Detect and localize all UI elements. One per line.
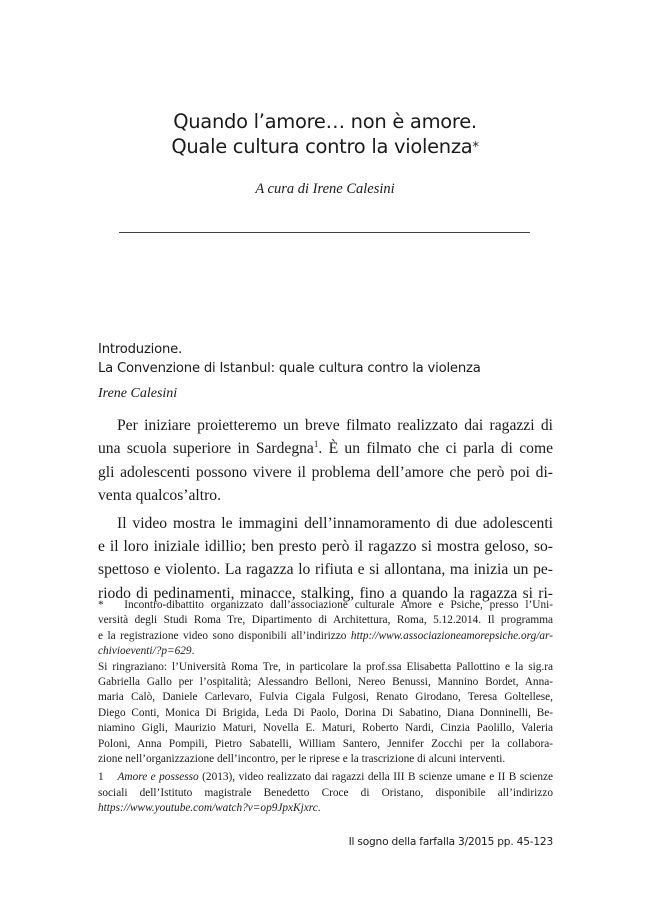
footnote-text: Incontro-dibattito organizzato dall’associazione culturale Amore e Psiche, presso l’Uni- <box>124 599 553 611</box>
footnote-text: (2013), video realizzato dai ragazzi della III B scienze umane e II B scienze <box>198 771 553 784</box>
thanks-line: zione nell’organizzazione dell’incontro, per le riprese e la trascrizione di alcuni interventi. <box>98 752 506 765</box>
section-heading <box>98 340 558 378</box>
footnote-star-line <box>98 629 553 644</box>
section-heading-line-2: La Convenzione di Istanbul: quale cultura contro la violenza <box>98 361 481 376</box>
thanks-line: niamino Gigli, Maurizio Maturi, Novella E. Maturi, Roberto Nardi, Cinzia Paolillo, Valeria <box>98 722 553 735</box>
body-text-fragment: . È un filmato che ci parla di come <box>318 440 553 458</box>
body-line <box>98 437 553 460</box>
article-title <box>0 109 650 160</box>
footnote-star-marker: * <box>98 599 104 611</box>
footnote-text: . <box>191 645 195 658</box>
footnote-text: . <box>317 802 321 815</box>
body-line: riodo di pedinamenti, minacce, stalking, fino a quando la ragazza si ri- <box>98 584 553 602</box>
body-line: e il loro iniziale idillio; ben presto però il ragazzo si mostra geloso, so- <box>98 537 553 555</box>
footnote-1-line <box>98 801 553 816</box>
title-line-2: Quale cultura contro la violenza <box>171 135 473 158</box>
thanks-line: Gabriella Gallo per l’ospitalità; Alessandro Belloni, Nereo Benussi, Mannino Bordet, Anna- <box>98 675 553 688</box>
paragraph-2 <box>98 512 553 606</box>
body-line: Il video mostra le immagini dell’innamoramento di due adolescenti <box>117 514 553 532</box>
footnote-1-line: sociali dell’Istituto magistrale Benedetto Croce di Oristano, disponibile all’indirizzo <box>98 786 553 799</box>
thanks-line: maria Calò, Daniele Carlevaro, Fulvia Cigala Fulgosi, Renato Girodano, Teresa Goltellese, <box>98 691 553 704</box>
title-divider <box>119 232 530 233</box>
footnote-star-line <box>98 598 553 613</box>
footnote-1-line <box>98 770 553 785</box>
footnote-text: e la registrazione video sono disponibili all’indirizzo <box>98 629 347 642</box>
thanks-line: Poloni, Anna Pompili, Pietro Sabatelli, William Santero, Jennifer Zocchi per la collabora- <box>98 737 553 750</box>
footnote-star-line <box>98 644 553 659</box>
footnote-link[interactable]: http://www.associazioneamorepsiche.org/ar- <box>350 629 553 642</box>
footnote-1-title: Amore e possesso <box>117 771 199 784</box>
body-line: venta qualcos’altro. <box>98 487 221 505</box>
body-line: Per iniziare proietteremo un breve filmato realizzato dai ragazzi di <box>117 417 553 434</box>
footnote-1-marker: 1 <box>98 771 104 784</box>
curator-credit: A cura di Irene Calesini <box>255 181 395 197</box>
body-text-fragment: una scuola superiore in Sardegna <box>98 440 314 458</box>
thanks-line: Si ringraziano: l’Università Roma Tre, in particolare la prof.ssa Elisabetta Pallottino e la sig.ra <box>98 660 553 673</box>
body-text <box>98 414 553 605</box>
title-footnote-marker: * <box>472 140 479 155</box>
footnote-link[interactable]: https://www.youtube.com/watch?v=op9JpxKjxrc <box>98 802 318 815</box>
title-line-1: Quando l’amore… non è amore. <box>173 110 477 133</box>
footnote-star-line: versità degli Studi Roma Tre, Dipartimento di Architettura, Roma, 5.12.2014. Il programma <box>98 614 553 627</box>
paragraph-1 <box>98 414 553 508</box>
footnotes <box>98 598 553 816</box>
section-heading-line-1: Introduzione. <box>98 342 183 357</box>
footnote-link[interactable]: chivioeventi/?p=629 <box>98 645 192 658</box>
body-line: spettoso e violento. La ragazza lo rifiuta e si allontana, ma inizia un pe- <box>98 561 553 579</box>
thanks-line: Diego Conti, Monica Di Brigida, Leda Di Paolo, Dorina Di Sabatino, Diana Donninelli, Be- <box>98 706 553 719</box>
running-footer: Il sogno della farfalla 3/2015 pp. 45-123 <box>348 836 553 848</box>
section-author: Irene Calesini <box>98 386 178 401</box>
body-line: gli adolescenti possono vivere il problema dell’amore che però poi di- <box>98 463 553 481</box>
footnote-ref-1[interactable]: 1 <box>313 439 319 450</box>
